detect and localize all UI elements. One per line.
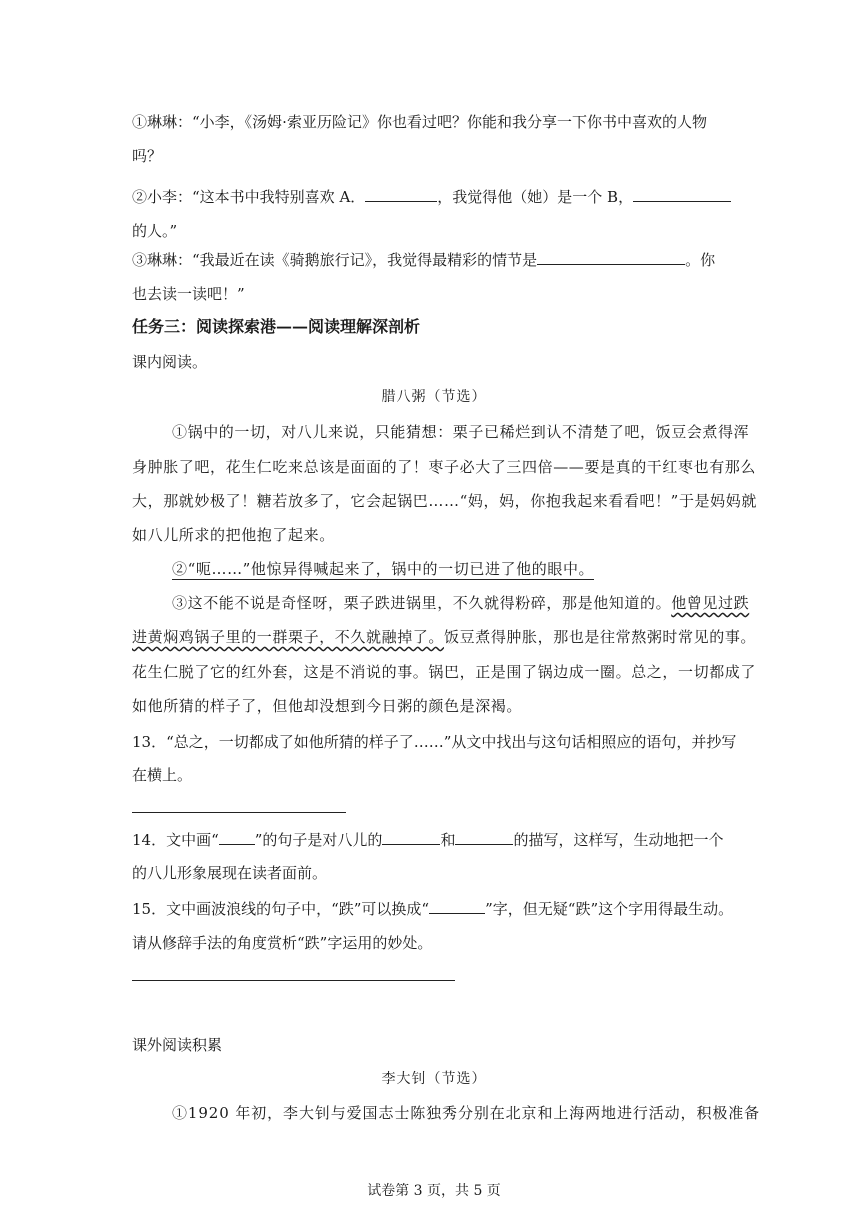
answer-line-13[interactable] bbox=[132, 812, 346, 813]
dialogue-line-2a bbox=[132, 187, 731, 207]
passage-p3-line3: 花生仁脱了它的红外套，这是不消说的事。锅巴，正是围了锅边成一圈。总之，一切都成了 bbox=[132, 663, 757, 681]
dialogue-line-3a-pre: ③琳琳：“我最近在读《骑鹅旅行记》，我觉得最精彩的情节是 bbox=[132, 251, 538, 269]
question-13-line1: 13．“总之，一切都成了如他所猜的样子了……”从文中找出与这句话相照应的语句，并抄写 bbox=[132, 733, 737, 751]
answer-blank-a[interactable] bbox=[365, 187, 437, 202]
question-15-line2: 请从修辞手法的角度赏析“跌”字运用的妙处。 bbox=[132, 934, 433, 952]
question-14-line1 bbox=[132, 830, 723, 850]
wavy-sentence-part2: 进黄焖鸡锅子里的一群栗子，不久就融掉了。 bbox=[132, 628, 445, 646]
answer-blank-14-b[interactable] bbox=[382, 830, 440, 845]
passage-p1-line3: 大，那就妙极了！糖若放多了，它会起锅巴……“妈，妈，你抱我起来看看吧！”于是妈妈就 bbox=[132, 492, 757, 510]
page-footer: 试卷第 3 页，共 5 页 bbox=[367, 1183, 501, 1199]
question-14-line2: 的八儿形象展现在读者面前。 bbox=[132, 864, 328, 882]
passage-p3-line1 bbox=[172, 593, 749, 613]
passage-p1-line1: ①锅中的一切，对八儿来说，只能猜想：栗子已稀烂到认不清楚了吧，饭豆会煮得浑 bbox=[172, 423, 750, 441]
wavy-sentence-part1: 他曾见过跌 bbox=[671, 594, 750, 612]
underlined-sentence: ②“呃……”他惊异得喊起来了，锅中的一切已进了他的眼中。 bbox=[172, 560, 595, 578]
question-14-pre: 14．文中画“ bbox=[132, 831, 219, 849]
section2-heading: 课外阅读积累 bbox=[132, 1036, 223, 1054]
question-14-mid3: 的描写，这样写，生动地把一个 bbox=[513, 831, 724, 849]
question-14-mid1: ”的句子是对八儿的 bbox=[254, 831, 383, 849]
section-subheading: 课内阅读。 bbox=[132, 353, 208, 371]
dialogue-line-1b: 吗？ bbox=[132, 147, 163, 165]
question-15-line1 bbox=[132, 899, 733, 919]
dialogue-line-3a-post: 。你 bbox=[685, 251, 716, 269]
passage-p1-line2: 身肿胀了吧，花生仁吃来总该是面面的了！枣子必大了三四倍——要是真的干红枣也有那么 bbox=[132, 458, 757, 476]
dialogue-line-2a-pre: ②小李：“这本书中我特别喜欢 A． bbox=[132, 188, 366, 206]
section-heading: 任务三：阅读探索港——阅读理解深剖析 bbox=[132, 317, 421, 336]
passage2-p1-line1: ①1920 年初，李大钊与爱国志士陈独秀分别在北京和上海两地进行活动，积极准备 bbox=[172, 1104, 761, 1122]
dialogue-line-1a: ①琳琳：“小李，《汤姆·索亚历险记》你也看过吧？你能和我分享一下你书中喜欢的人物 bbox=[132, 113, 707, 131]
passage-p3-line1-a: ③这不能不说是奇怪呀，栗子跌进锅里，不久就得粉碎，那是他知道的。 bbox=[172, 594, 672, 612]
question-15-post: ”字，但无疑“跌”这个字用得最生动。 bbox=[485, 900, 734, 918]
dialogue-line-2a-mid: ，我觉得他（她）是一个 B， bbox=[437, 188, 634, 206]
question-14-mid2: 和 bbox=[440, 831, 456, 849]
answer-blank-b[interactable] bbox=[633, 187, 731, 202]
answer-blank-14-c[interactable] bbox=[455, 830, 513, 845]
answer-blank-14-a[interactable] bbox=[219, 830, 255, 845]
dialogue-line-3b: 也去读一读吧！” bbox=[132, 285, 245, 303]
answer-blank-plot[interactable] bbox=[537, 250, 685, 265]
answer-line-15[interactable] bbox=[132, 980, 455, 981]
passage-p3-line4: 如他所猜的样子了，但他却没想到今日粥的颜色是深褐。 bbox=[132, 697, 523, 715]
question-13-line2: 在横上。 bbox=[132, 766, 193, 784]
question-15-pre: 15．文中画波浪线的句子中，“跌”可以换成“ bbox=[132, 900, 430, 918]
passage-title: 腊八粥（节选） bbox=[381, 389, 487, 405]
passage-p3-line2-b: 饭豆煮得肿胀，那也是往常熬粥时常见的事。 bbox=[444, 628, 757, 646]
dialogue-line-3a bbox=[132, 250, 715, 270]
answer-blank-15[interactable] bbox=[429, 899, 485, 914]
passage-p2 bbox=[172, 559, 594, 579]
dialogue-line-2b: 的人。” bbox=[132, 222, 178, 240]
passage-p3-line2 bbox=[132, 627, 756, 647]
passage2-title: 李大钊（节选） bbox=[381, 1071, 487, 1087]
passage-p1-line4: 如八儿所求的把他抱了起来。 bbox=[132, 526, 335, 544]
